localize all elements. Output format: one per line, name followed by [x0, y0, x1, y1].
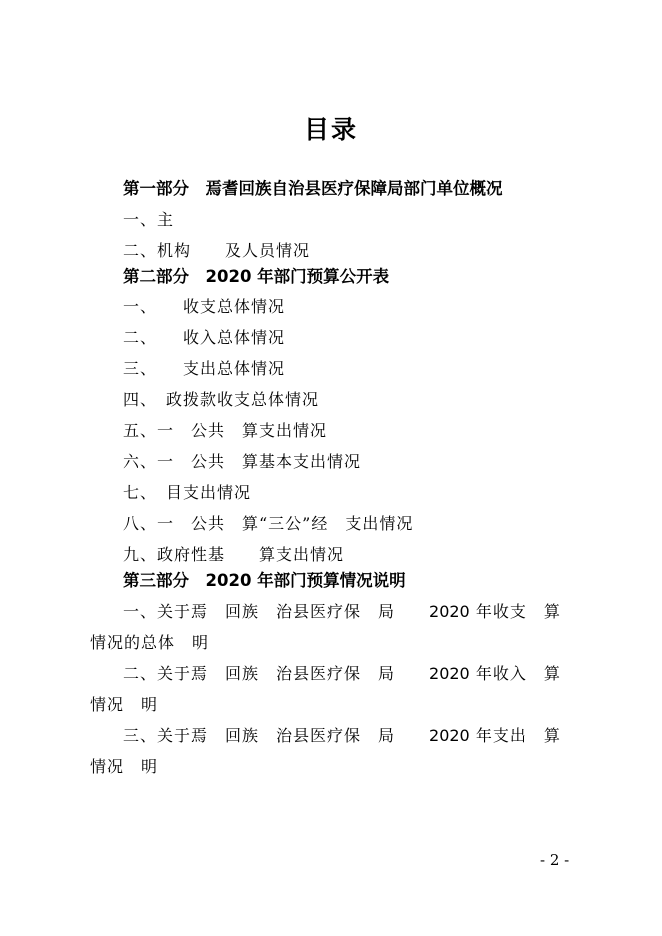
part2-item-8: 八、一 公共 算“三公”经 支出情况	[123, 514, 414, 533]
part2-item-2: 二、 收入总体情况	[123, 328, 286, 347]
part2-item-3: 三、 支出总体情况	[123, 359, 286, 378]
paragraph-text: 年收入 算	[469, 664, 561, 683]
year-number: 2020	[429, 664, 470, 683]
year-number: 2020	[429, 726, 470, 745]
part3-paragraph-2-line-1	[123, 663, 561, 685]
part3-paragraph-1-line-1	[123, 601, 561, 623]
part2-item-5: 五、一 公共 算支出情况	[123, 421, 328, 440]
page-title: 目录	[303, 115, 358, 144]
paragraph-text: 三、关于焉 回族 治县医疗保 局	[123, 726, 430, 745]
paragraph-text: 一、关于焉 回族 治县医疗保 局	[123, 602, 430, 621]
part1-heading: 第一部分 焉耆回族自治县医疗保障局部门单位概况	[123, 179, 503, 198]
part2-item-9: 九、政府性基 算支出情况	[123, 545, 345, 564]
part2-item-7: 七、 目支出情况	[123, 483, 252, 502]
part3-heading: 第三部分 2020 年部门预算情况说明	[123, 571, 406, 590]
part1-item-1: 一、主	[123, 210, 175, 229]
paragraph-text: 年支出 算	[469, 726, 561, 745]
part3-paragraph-3-line-1	[123, 725, 561, 747]
part3-paragraph-3-line-2: 情况 明	[90, 757, 159, 776]
paragraph-text: 年收支 算	[469, 602, 561, 621]
part3-paragraph-2-line-2: 情况 明	[90, 695, 159, 714]
part2-item-4: 四、 政拨款收支总体情况	[123, 390, 320, 409]
page-number: - 2 -	[540, 851, 570, 869]
year-number: 2020	[429, 602, 470, 621]
part2-item-6: 六、一 公共 算基本支出情况	[123, 452, 362, 471]
part1-item-2: 二、机构 及人员情况	[123, 241, 311, 260]
paragraph-text: 二、关于焉 回族 治县医疗保 局	[123, 664, 430, 683]
part2-heading: 第二部分 2020 年部门预算公开表	[123, 267, 390, 286]
part2-item-1: 一、 收支总体情况	[123, 297, 286, 316]
part3-paragraph-1-line-2: 情况的总体 明	[90, 633, 210, 652]
